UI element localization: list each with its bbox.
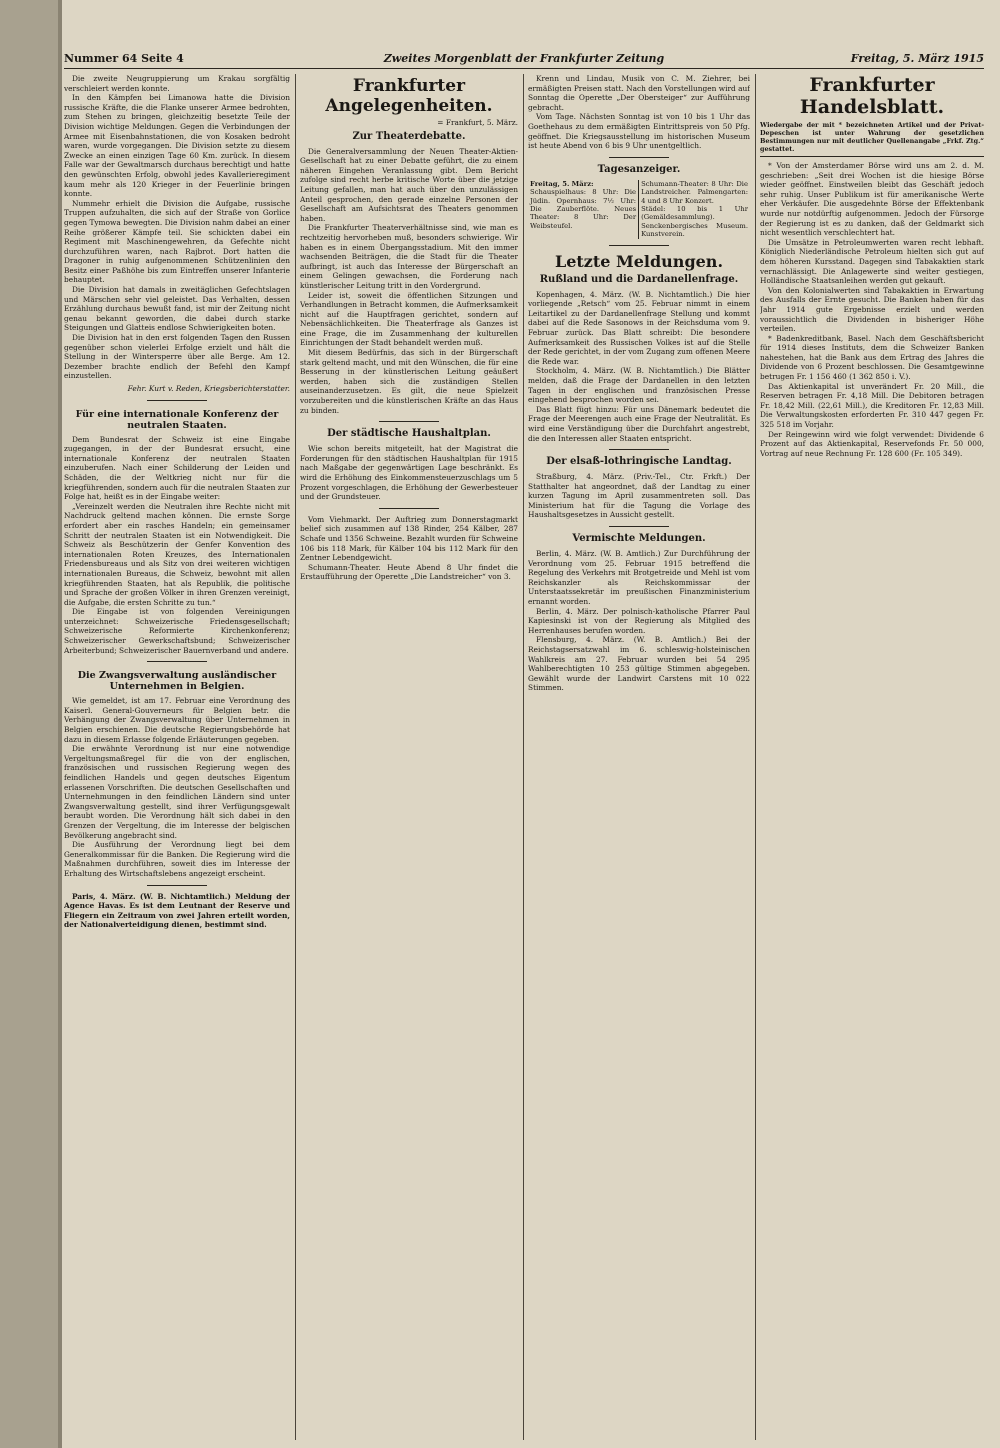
news-item: Paris, 4. März. (W. B. Nichtamtlich.) Meldung der Agence Havas. Es ist dem Leutnant der Reserve und Fliegern ein Zeitraum von zwei Jahren erteilt worden, der Nationalverteidigung dienen, bestimmt sind. [64, 891, 290, 930]
article-headline: Der elsaß-lothringische Landtag. [546, 456, 732, 468]
paragraph: * Badenkreditbank, Basel. Nach dem Geschäftsbericht für 1914 dieses Instituts, dem die Schweizer Banken nahestehen, hat die Bank aus dem Ertrag des Jahres die Dividende von 6 Prozent beschlossen. Die Gesamtgewinne betrugen Fr. 1 156 460 (1 362 850 i. V.). [760, 333, 984, 382]
article-headline: Zur Theaterdebatte. [352, 130, 466, 142]
column-rule [755, 74, 756, 1440]
section-title: Letzte Meldungen. [554, 251, 724, 271]
binding-gutter [0, 0, 58, 1448]
issue-date: Freitag, 5. März 1915 [850, 52, 984, 65]
paragraph: Mit diesem Bedürfnis, das sich in der Bürgerschaft stark geltend macht, und mit den Wünschen, die für eine Besserung in der künstlerischen Leitung geäußert werden, haben sich die zuständigen Stellen auseinanderzusetzen. Es gilt, die neue Spielzeit vorzubereiten und die künstlerischen Kräfte an das Haus zu binden. [300, 348, 518, 415]
page-number: Nummer 64 Seite 4 [64, 52, 184, 65]
paragraph: Die erwähnte Verordnung ist nur eine notwendige Vergeltungsmaßregel für die von der englischen, französischen und russischen Regierung wegen des feindlichen Handels und gegen deutsches Eigentum erlassenen Vorschriften. Die deutschen Gesellschaften und Unternehmungen in den feindlichen Ländern sind unter Zwangsverwaltung gestellt, sind ihrer Verfügungsgewalt beraubt worden. Die Verordnung hält sich dabei in den Grenzen der Vergeltung, die im Interesse der belgischen Bevölkerung angebracht sind. [64, 744, 290, 840]
paragraph: Leider ist, soweit die öffentlichen Sitzungen und Verhandlungen in Betracht kommen, die Aufmerksamkeit nicht auf die Hauptfragen gerichtet, sondern auf Nebensächlichkeiten. Die Theaterfrage als Ganzes ist eine Frage, die im Zusammenhang der kulturellen Einrichtungen der Stadt behandelt werden muß. [300, 290, 518, 348]
paragraph: Nummehr erhielt die Division die Aufgabe, russische Truppen aufzuhalten, die sich auf der Straße von Gorlice gegen Tymowa bewegten. Die Division nahm dabei an einer Reihe größerer Kämpfe teil. Sie schickten dabei ein Regiment mit Maschinengewehren, da Gefechte nicht durchzuführen waren, nach Rajbrot. Dort hatten die Dragoner in ruhig aufgenommenen Schützenlinien den Besitz einer Paßhöhe bis zum Eintreffen unserer Infanterie behauptet. [64, 198, 290, 285]
paragraph: Die Ausführung der Verordnung liegt bei dem Generalkommissar für die Banken. Die Regierung wird die Maßnahmen durchführen, soweit dies im Interesse der Erhaltung des Wirtschaftslebens angezeigt erscheint. [64, 840, 290, 878]
divider [379, 508, 439, 509]
paragraph: Die Frankfurter Theaterverhältnisse sind, wie man es rechtzeitig hervorheben muß, besonders schwierige. Wir haben es in einem Übergangsstadium. Mit den immer wachsenden Beiträgen, die die Stadt für die Theater aufbringt, ist auch das Interesse der Bürgerschaft an einem Gelingen gewachsen, die Forderung nach künstlerischer Leitung tritt in den Vordergrund. [300, 223, 518, 290]
paragraph: Vom Tage. Nächsten Sonntag ist von 10 bis 1 Uhr das Goethehaus zu dem ermäßigten Eintrittspreis von 50 Pfg. geöffnet. Die Kriegsausstellung im historischen Museum ist heute Abend von 6 bis 9 Uhr unentgeltlich. [528, 112, 750, 151]
page-content [64, 50, 984, 1442]
paragraph: Die Umsätze in Petroleumwerten waren recht lebhaft. Königlich Niederländische Petroleum hielten sich gut auf dem höheren Kursstand. Dagegen sind Tabakaktien stark vernachlässigt. Die Anlagewerte sind weiter gestiegen, Holländische Staatsanleihen werden gut gekauft. [760, 237, 984, 286]
divider [609, 157, 669, 158]
paragraph: Die Division hat in den erst folgenden Tagen den Russen gegenüber schon vielerlei Erfolge erzielt und hält die Stellung in der Wintersperre über alle Berge. Am 12. Dezember brachte endlich der Befehl den Kampf einzustellen. [64, 333, 290, 381]
paragraph: Von den Kolonialwerten sind Tabakaktien in Erwartung des Ausfalls der Ernte gesucht. Die Banken haben für das Jahr 1914 gute Ergebnisse erzielt und werden voraussichtlich die Dividenden in bisheriger Höhe verteilen. [760, 285, 984, 334]
section-title: Tagesanzeiger. [597, 163, 681, 175]
divider [609, 449, 669, 450]
paragraph: Kopenhagen, 4. März. (W. B. Nichtamtlich.) Die hier vorliegende „Retsch“ vom 25. Februar nimmt in einem Leitartikel zu der Dardanellenfrage Stellung und kommt dabei auf die Rede Sasonows in der Reichsduma vom 9. Februar zurück. Das Blatt schreibt: Die besondere Aufmerksamkeit des Russischen Volkes ist auf die Stelle der Rede gerichtet, in der vom Zugang zum offenen Meere die Rede war. [528, 289, 750, 366]
listing-date: Freitag, 5. März: [530, 179, 594, 188]
page-header [64, 50, 984, 69]
column-2 [300, 74, 518, 1440]
section-title: Frankfurter Handelsblatt. [799, 74, 945, 118]
article-headline: Rußland und die Dardanellenfrage. [539, 273, 739, 285]
paragraph: Das Aktienkapital ist unverändert Fr. 20 Mill., die Reserven betragen Fr. 4,18 Mill. Die Debitoren betragen Fr. 18,42 Mill. (22,61 Mill.), die Kreditoren Fr. 12,83 Mill. Die Verwaltungskosten erforderten Fr. 310 447 gegen Fr. 325 518 im Vorjahr. [760, 381, 984, 430]
paragraph: Der Reingewinn wird wie folgt verwendet: Dividende 6 Prozent auf das Aktienkapital, Reservefonds Fr. 50 000, Vortrag auf neue Rechnung Fr. 128 600 (Fr. 105 349). [760, 429, 984, 458]
event-listing [528, 180, 750, 239]
section-title: Frankfurter Angelegenheiten. [325, 76, 493, 116]
listing-cell [528, 180, 639, 239]
paragraph: Straßburg, 4. März. (Priv.-Tel., Ctr. Frkft.) Der Statthalter hat angeordnet, daß der Landtag zu einer kurzen Tagung im April zusammentreten soll. Das Ministerium hat für die Tagung die Vorlage des Haushaltsgesetzes in Aussicht gestellt. [528, 472, 750, 520]
paragraph: Berlin, 4. März. Der polnisch-katholische Pfarrer Paul Kapiesinski ist von der Regierung als Mitglied des Herrenhauses berufen worden. [528, 606, 750, 635]
paragraph: „Vereinzelt werden die Neutralen ihre Rechte nicht mit Nachdruck geltend machen können. Die ernste Sorge erfordert aber ein rasches Handeln; ein gemeinsamer Schritt der neutralen Staaten ist ein Notwendigkeit. Die Schweiz als Beschützerin der Genfer Konvention des internationalen Roten Kreuzes, des Internationalen Friedensbureaus und als Sitz von drei weiteren wichtigen internationalen Bureaus, die Schweiz, bewohnt mit allen kriegführenden Staaten, hat als Republik, die politische und Sprache der großen Völker in ihren Grenzen vereinigt, die Aufgabe, die ersten Schritte zu tun.“ [64, 501, 290, 607]
reprint-notice: Wiedergabe der mit * bezeichneten Artikel und der Privat-Depeschen ist unter Wahrung der gesetzlichen Bestimmungen nur mit deutlicher Quellenangabe „Frkf. Ztg.“ gestattet. [760, 121, 984, 157]
divider [609, 526, 669, 527]
paragraph: Flensburg, 4. März. (W. B. Amtlich.) Bei der Reichstagsersatzwahl im 6. schleswig-holsteinischen Wahlkreis am 27. Februar wurden bei 54 295 Wahlberechtigten 10 253 gültige Stimmen abgegeben. Gewählt wurde der Landwirt Carstens mit 10 022 Stimmen. [528, 635, 750, 693]
paragraph: Berlin, 4. März. (W. B. Amtlich.) Zur Durchführung der Verordnung vom 25. Februar 1915 betreffend die Regelung des Verkehrs mit Brotgetreide und Mehl ist vom Reichskanzler als Reichskommissar der Unterstaatssekretär im preußischen Finanzministerium ernannt worden. [528, 549, 750, 607]
paragraph: Wie schon bereits mitgeteilt, hat der Magistrat die Forderungen für den städtischen Haushaltplan für 1915 nach Maßgabe der gegenwärtigen Lage beschränkt. Es wird die Erhöhung des Einkommensteuerzuschlags um 5 Prozent vorgeschlagen, die Erhöhung der Gewerbesteuer und der Grundsteuer. [300, 444, 518, 502]
paragraph: Die Generalversammlung der Neuen Theater-Aktien-Gesellschaft hat zu einer Debatte geführt, die zu einem näheren Eingehen Veranlassung gibt. Dem Bericht zufolge sind recht herbe kritische Worte über die jetzige Leitung gefallen, man hat auch über den unzulässigen Anteil gesprochen, den gerade einzelne Personen der Gesellschaft am Aufsichtsrat des Theaters genommen haben. [300, 146, 518, 223]
paragraph: Die zweite Neugruppierung um Krakau sorgfältig verschleiert werden konnte. [64, 74, 290, 93]
paragraph: Das Blatt fügt hinzu: Für uns Dänemark bedeutet die Frage der Meerengen auch eine Frage der Neutralität. Es wird eine Verständigung über die Durchfahrt angestrebt, die den Interessen aller Staaten entspricht. [528, 404, 750, 443]
paragraph: Schumann-Theater. Heute Abend 8 Uhr findet die Erstaufführung der Operette „Die Landstreicher“ von 3. [300, 562, 518, 582]
article-headline: Vermischte Meldungen. [572, 533, 706, 545]
article-headline: Die Zwangsverwaltung ausländischer Unternehmen in Belgien. [77, 670, 277, 693]
paragraph: Dem Bundesrat der Schweiz ist eine Eingabe zugegangen, in der der Bundesrat ersucht, eine internationale Konferenz der neutralen Staaten einzuberufen. Nach einer Schilderung der Leiden und Schäden, die der Weltkrieg nicht nur für die kriegführenden, sondern auch für die neutralen Staaten zur Folge hat, heißt es in der Eingabe weiter: [64, 434, 290, 502]
paragraph: Die Eingabe ist von folgenden Vereinigungen unterzeichnet: Schweizerische Friedensgesellschaft; Schweizerische Reformierte Kirchenkonferenz; Schweizerischer Gewerkschaftsbund; Schweizerischer Arbeiterbund; Schweizerischer Bauernverband und andere. [64, 607, 290, 655]
column-1 [64, 74, 290, 1440]
divider [147, 885, 207, 886]
divider [147, 661, 207, 662]
column-3 [528, 74, 750, 1440]
paragraph: Stockholm, 4. März. (W. B. Nichtamtlich.) Die Blätter melden, daß die Frage der Dardanellen in den letzten Tagen in der englischen und französischen Presse eingehend besprochen worden sei. [528, 366, 750, 405]
paragraph: Krenn und Lindau, Musik von C. M. Ziehrer, bei ermäßigten Preisen statt. Nach den Vorstellungen wird auf Sonntag die Operette „Der Obersteiger“ zur Aufführung gebracht. [528, 74, 750, 112]
column-rule [295, 74, 296, 1440]
dateline: = Frankfurt, 5. März. [437, 118, 518, 127]
divider [147, 400, 207, 401]
article-headline: Der städtische Haushaltplan. [327, 428, 491, 440]
divider [379, 421, 439, 422]
paragraph: * Von der Amsterdamer Börse wird uns am 2. d. M. geschrieben: „Seit drei Wochen ist die hiesige Börse wieder geöffnet. Einstweilen bleibt das Geschäft jedoch sehr ruhig. Unser Publikum ist für amerikanische Werte eher Verkäufer. Die ausgedehnte Börse der Effektenbank wurde nur notdürftig aufgenommen. Jedoch der Fürsorge der Regierung ist es zu danken, daß der Geldmarkt sich nicht wesentlich verschlechtert hat. [760, 161, 984, 238]
binding-edge [58, 0, 62, 1448]
listing-text: Schauspielhaus: 8 Uhr: Die Jüdin. Opernhaus: 7½ Uhr: Die Zauberflöte. Neues Theater: 8 Uhr: Der Weibsteufel. [530, 188, 637, 230]
paragraph: Wie gemeldet, ist am 17. Februar eine Verordnung des Kaiserl. General-Gouverneurs für Belgien betr. die Verhängung der Zwangsverwaltung über Unternehmen in Belgien erschienen. Die deutsche Regierungsbehörde hat dazu in diesem Erlasse folgende Erläuterungen gegeben. [64, 696, 290, 744]
paragraph: Vom Viehmarkt. Der Auftrieg zum Donnerstagmarkt belief sich zusammen auf 138 Rinder, 254 Kälber, 287 Schafe und 1356 Schweine. Bezahlt wurden für Schweine 106 bis 118 Mark, für Kälber 104 bis 112 Mark für den Zentner Lebendgewicht. [300, 514, 518, 563]
paragraph: Die Division hat damals in zweitäglichen Gefechtslagen und Märschen sehr viel geleistet. Das Verhalten, dessen Erzählung durchaus bewußt fand, ist mir der Zeitung nicht genau bekannt geworden, die dabei durch starke Steigungen und Glatteis endlose Schwierigkeiten boten. [64, 285, 290, 333]
masthead: Zweites Morgenblatt der Frankfurter Zeitung [383, 52, 665, 65]
column-4 [760, 74, 984, 1440]
author-signature: Fehr. Kurt v. Reden, Kriegsberichterstatter. [127, 384, 290, 393]
listing-text: Städel: 10 bis 1 Uhr (Gemäldesammlung). Senckenbergisches Museum. Kunstverein. [641, 204, 748, 239]
column-rule [523, 74, 524, 1440]
article-headline: Für eine internationale Konferenz der neutralen Staaten. [75, 408, 279, 431]
paragraph: In den Kämpfen bei Limanowa hatte die Division russische Kräfte, die die Flanke unserer Armee bedrohten, zum Stehen zu bringen, gleichzeitig besetzte Teile der Division wichtige Meldungen. Gegen die Verbindungen der Armee mit Eisenbahnstationen, die von Kosaken bedroht waren, wurde vorgegangen. Die Division setzte zu diesem Zwecke an einen einzigen Tage 60 Km. zurück. In diesem Falle war der Gewaltmarsch durchaus berechtigt und hatte den gewünschten Erfolg, obwohl jedes Kavallerieregiment kaum mehr als 120 Krieger in der Feuerlinie bringen konnte. [64, 93, 290, 199]
divider [609, 245, 669, 246]
listing-cell [639, 180, 750, 239]
listing-text: Schumann-Theater: 8 Uhr: Die Landstreicher. Palmengarten: 4 und 8 Uhr Konzert. [641, 179, 748, 205]
